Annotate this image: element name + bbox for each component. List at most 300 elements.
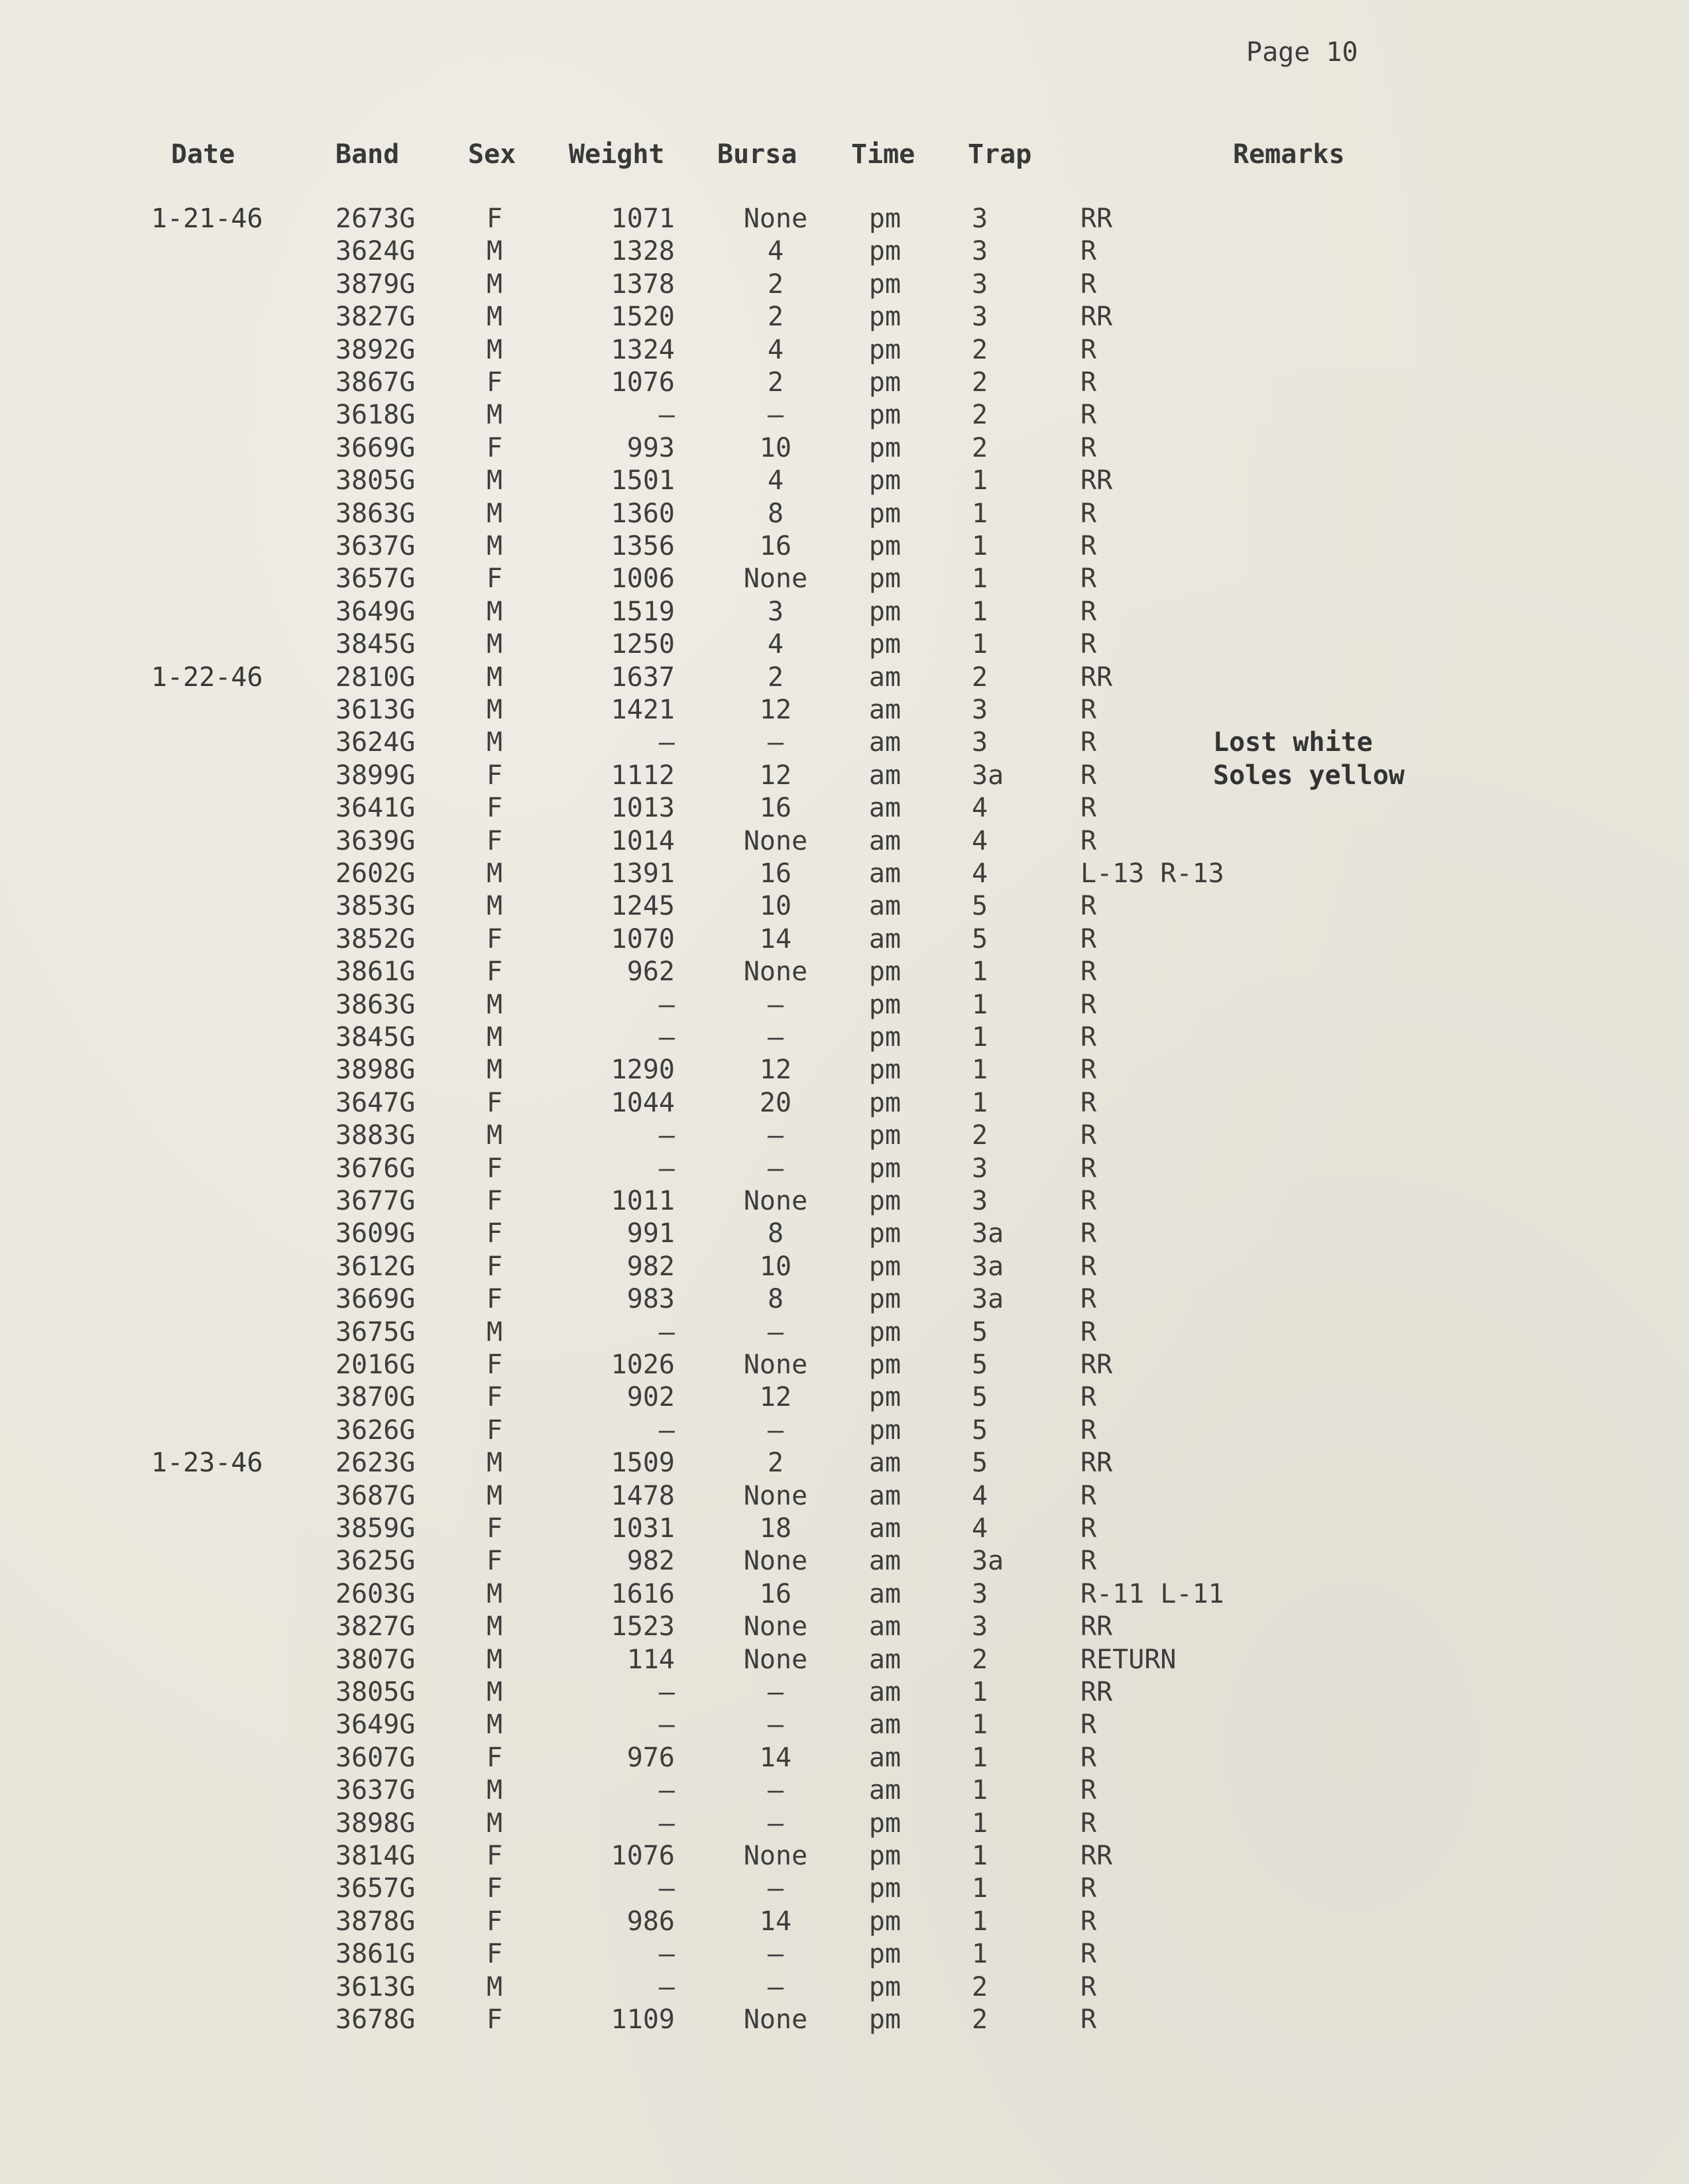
weight-cell: 1421: [611, 695, 675, 725]
bursa-cell: None: [743, 1841, 808, 1871]
trap-cell: 5: [972, 891, 988, 922]
date-cell: 1-21-46: [151, 203, 263, 234]
band-cell: 3807G: [335, 1644, 416, 1675]
weight-cell: 1616: [611, 1578, 675, 1609]
band-cell: 3863G: [335, 989, 416, 1020]
column-header-row: [0, 139, 1689, 172]
band-cell: 3861G: [335, 1939, 416, 1970]
weight-cell: 1070: [611, 923, 675, 954]
table-row: [0, 1545, 1689, 1578]
time-cell: pm: [868, 1316, 902, 1348]
trap-cell: 3: [972, 1578, 988, 1609]
trap-cell: 3: [972, 236, 988, 267]
sex-cell: M: [486, 302, 503, 333]
remarks-cell: R: [1080, 1087, 1097, 1118]
band-cell: 2602G: [335, 858, 416, 889]
table-row: [0, 726, 1689, 759]
time-cell: pm: [868, 596, 902, 627]
weight-cell: 991: [626, 1218, 675, 1249]
remarks-cell: R: [1080, 1120, 1097, 1151]
time-cell: am: [868, 793, 902, 824]
time-cell: am: [868, 1709, 902, 1741]
time-cell: pm: [868, 989, 902, 1020]
trap-cell: 5: [972, 1414, 988, 1446]
remarks-cell: R: [1080, 498, 1097, 529]
remarks-cell: R: [1080, 236, 1097, 267]
time-cell: pm: [868, 268, 902, 300]
sex-cell: M: [486, 1971, 503, 2002]
remarks-cell: R: [1080, 432, 1097, 463]
table-row: [0, 1349, 1689, 1381]
bursa-cell: None: [743, 1350, 808, 1380]
time-cell: pm: [868, 1841, 902, 1871]
bursa-cell: —: [767, 1709, 784, 1741]
table-row: [0, 399, 1689, 431]
bursa-cell: —: [767, 1873, 784, 1904]
sex-cell: F: [486, 1284, 503, 1315]
sex-cell: F: [486, 1906, 503, 1937]
band-cell: 3607G: [335, 1742, 416, 1773]
remarks-cell: R: [1080, 1742, 1097, 1773]
time-cell: pm: [868, 400, 902, 431]
sex-cell: M: [486, 1578, 503, 1609]
table-row: [0, 825, 1689, 858]
sex-cell: F: [486, 203, 503, 234]
trap-cell: 1: [972, 989, 988, 1020]
table-row: [0, 596, 1689, 628]
sex-cell: M: [486, 334, 503, 365]
bursa-cell: 8: [767, 498, 784, 529]
band-cell: 3898G: [335, 1055, 416, 1086]
sex-cell: M: [486, 1677, 503, 1707]
band-cell: 3805G: [335, 1677, 416, 1707]
weight-cell: 1501: [611, 465, 675, 496]
weight-cell: 114: [626, 1644, 675, 1675]
time-cell: pm: [868, 302, 902, 333]
trap-cell: 1: [972, 1906, 988, 1937]
remarks-cell: R: [1080, 1414, 1097, 1446]
weight-cell: 1006: [611, 563, 675, 595]
page-number: Page 10: [1246, 37, 1358, 68]
band-cell: 3669G: [335, 1284, 416, 1315]
band-cell: 3669G: [335, 432, 416, 463]
band-cell: 3867G: [335, 367, 416, 398]
trap-cell: 3: [972, 1186, 988, 1216]
remarks-cell: RR: [1080, 302, 1113, 333]
trap-cell: 3: [972, 727, 988, 758]
bursa-cell: 4: [767, 629, 784, 660]
table-row: [0, 1283, 1689, 1316]
remarks-cell: R-11 L-11: [1080, 1578, 1224, 1609]
table-row: [0, 628, 1689, 661]
bursa-cell: None: [743, 563, 808, 595]
remarks-cell: R: [1080, 825, 1097, 856]
remarks-cell: R: [1080, 334, 1097, 365]
weight-cell: 1637: [611, 661, 675, 693]
remarks-cell: R: [1080, 1775, 1097, 1806]
band-cell: 3613G: [335, 695, 416, 725]
bursa-cell: 4: [767, 465, 784, 496]
weight-cell: 1509: [611, 1448, 675, 1479]
bursa-cell: —: [767, 1808, 784, 1839]
remarks-cell: RR: [1080, 203, 1113, 234]
sex-cell: M: [486, 236, 503, 267]
weight-cell: —: [658, 1414, 675, 1446]
trap-cell: 1: [972, 629, 988, 660]
table-row: [0, 1611, 1689, 1643]
remarks-cell: R: [1080, 531, 1097, 561]
weight-cell: —: [658, 1120, 675, 1151]
table-row: [0, 890, 1689, 923]
sex-cell: F: [486, 1350, 503, 1380]
time-cell: pm: [868, 531, 902, 561]
remarks-cell: RR: [1080, 1611, 1113, 1642]
table-row: [0, 1414, 1689, 1447]
time-cell: pm: [868, 1087, 902, 1118]
remarks-cell: R: [1080, 400, 1097, 431]
band-cell: 3899G: [335, 760, 416, 791]
trap-cell: 3a: [972, 1546, 1004, 1577]
sex-cell: M: [486, 1644, 503, 1675]
trap-cell: 1: [972, 1808, 988, 1839]
table-row: [0, 530, 1689, 563]
bursa-cell: 18: [759, 1513, 792, 1544]
time-cell: pm: [868, 1120, 902, 1151]
sex-cell: F: [486, 1382, 503, 1413]
sex-cell: F: [486, 1742, 503, 1773]
remarks-cell: R: [1080, 1153, 1097, 1184]
bursa-cell: 8: [767, 1218, 784, 1249]
weight-cell: 962: [626, 956, 675, 988]
header-band: Band: [335, 139, 400, 170]
weight-cell: —: [658, 1316, 675, 1348]
remarks-cell: R: [1080, 1382, 1097, 1413]
sex-cell: M: [486, 1480, 503, 1511]
weight-cell: —: [658, 1808, 675, 1839]
table-row: [0, 1709, 1689, 1741]
trap-cell: 2: [972, 400, 988, 431]
bursa-cell: 20: [759, 1087, 792, 1118]
bursa-cell: 4: [767, 334, 784, 365]
table-row: [0, 1218, 1689, 1250]
remarks-cell: R: [1080, 989, 1097, 1020]
sex-cell: M: [486, 1022, 503, 1053]
header-remarks: Remarks: [1233, 139, 1345, 170]
sex-cell: M: [486, 1120, 503, 1151]
weight-cell: 1290: [611, 1055, 675, 1086]
time-cell: pm: [868, 367, 902, 398]
bursa-cell: 10: [759, 1251, 792, 1282]
sex-cell: F: [486, 1414, 503, 1446]
sex-cell: M: [486, 727, 503, 758]
trap-cell: 3: [972, 1153, 988, 1184]
band-cell: 3687G: [335, 1480, 416, 1511]
remarks-cell: R: [1080, 1513, 1097, 1544]
band-cell: 3861G: [335, 956, 416, 988]
table-row: [0, 1644, 1689, 1676]
bursa-cell: None: [743, 1546, 808, 1577]
remarks-cell: R: [1080, 727, 1097, 758]
band-cell: 3814G: [335, 1841, 416, 1871]
remarks-cell: R: [1080, 563, 1097, 595]
trap-cell: 5: [972, 923, 988, 954]
band-cell: 3626G: [335, 1414, 416, 1446]
bursa-cell: 12: [759, 1382, 792, 1413]
bursa-cell: 2: [767, 367, 784, 398]
band-cell: 3863G: [335, 498, 416, 529]
trap-cell: 1: [972, 498, 988, 529]
sex-cell: M: [486, 531, 503, 561]
time-cell: am: [868, 760, 902, 791]
remarks-cell: R: [1080, 1284, 1097, 1315]
remarks-cell: R: [1080, 760, 1097, 791]
bursa-cell: None: [743, 1186, 808, 1216]
header-trap: Trap: [968, 139, 1032, 170]
header-date: Date: [171, 139, 235, 170]
time-cell: pm: [868, 1218, 902, 1249]
time-cell: pm: [868, 629, 902, 660]
note-cell: Soles yellow: [1213, 760, 1405, 791]
time-cell: am: [868, 923, 902, 954]
weight-cell: 1014: [611, 825, 675, 856]
bursa-cell: —: [767, 989, 784, 1020]
table-row: [0, 203, 1689, 235]
table-row: [0, 1808, 1689, 1840]
time-cell: am: [868, 1448, 902, 1479]
table-row: [0, 498, 1689, 530]
table-row: [0, 1872, 1689, 1905]
weight-cell: 1378: [611, 268, 675, 300]
band-cell: 3870G: [335, 1382, 416, 1413]
header-time: Time: [851, 139, 915, 170]
trap-cell: 4: [972, 858, 988, 889]
remarks-cell: R: [1080, 1022, 1097, 1053]
weight-cell: 982: [626, 1251, 675, 1282]
time-cell: am: [868, 695, 902, 725]
sex-cell: F: [486, 432, 503, 463]
remarks-cell: R: [1080, 1873, 1097, 1904]
time-cell: am: [868, 858, 902, 889]
sex-cell: F: [486, 367, 503, 398]
bursa-cell: 10: [759, 891, 792, 922]
trap-cell: 2: [972, 661, 988, 693]
table-row: [0, 1316, 1689, 1349]
band-cell: 3624G: [335, 236, 416, 267]
weight-cell: —: [658, 1153, 675, 1184]
trap-cell: 5: [972, 1448, 988, 1479]
trap-cell: 3a: [972, 1218, 1004, 1249]
table-row: [0, 235, 1689, 268]
band-cell: 3883G: [335, 1120, 416, 1151]
header-weight: Weight: [569, 139, 665, 170]
time-cell: pm: [868, 1873, 902, 1904]
remarks-cell: R: [1080, 793, 1097, 824]
table-row: [0, 1742, 1689, 1774]
table-row: [0, 858, 1689, 890]
weight-cell: 1250: [611, 629, 675, 660]
time-cell: pm: [868, 1251, 902, 1282]
time-cell: am: [868, 825, 902, 856]
trap-cell: 1: [972, 1742, 988, 1773]
time-cell: pm: [868, 1284, 902, 1315]
date-cell: 1-23-46: [151, 1448, 263, 1479]
sex-cell: F: [486, 760, 503, 791]
time-cell: am: [868, 1775, 902, 1806]
table-row: [0, 1938, 1689, 1971]
time-cell: am: [868, 1480, 902, 1511]
bursa-cell: None: [743, 956, 808, 988]
band-cell: 3639G: [335, 825, 416, 856]
bursa-cell: 14: [759, 1906, 792, 1937]
bursa-cell: 2: [767, 661, 784, 693]
weight-cell: 1478: [611, 1480, 675, 1511]
weight-cell: 1013: [611, 793, 675, 824]
table-row: [0, 2004, 1689, 2036]
sex-cell: M: [486, 661, 503, 693]
weight-cell: —: [658, 1873, 675, 1904]
band-cell: 3678G: [335, 2004, 416, 2035]
bursa-cell: —: [767, 1414, 784, 1446]
weight-cell: 1520: [611, 302, 675, 333]
trap-cell: 1: [972, 1873, 988, 1904]
table-row: [0, 1251, 1689, 1283]
bursa-cell: 4: [767, 236, 784, 267]
sex-cell: F: [486, 956, 503, 988]
band-cell: 3637G: [335, 531, 416, 561]
remarks-cell: R: [1080, 629, 1097, 660]
sex-cell: M: [486, 1808, 503, 1839]
sex-cell: M: [486, 596, 503, 627]
bursa-cell: —: [767, 1971, 784, 2002]
band-cell: 3647G: [335, 1087, 416, 1118]
bursa-cell: 12: [759, 695, 792, 725]
trap-cell: 2: [972, 1971, 988, 2002]
time-cell: pm: [868, 1022, 902, 1053]
bursa-cell: 16: [759, 531, 792, 561]
time-cell: am: [868, 1513, 902, 1544]
sex-cell: F: [486, 1873, 503, 1904]
remarks-cell: R: [1080, 1939, 1097, 1970]
trap-cell: 3a: [972, 1251, 1004, 1282]
time-cell: pm: [868, 1808, 902, 1839]
sex-cell: M: [486, 400, 503, 431]
remarks-cell: RR: [1080, 1677, 1113, 1707]
sex-cell: M: [486, 629, 503, 660]
table-row: [0, 1676, 1689, 1709]
remarks-cell: RR: [1080, 661, 1113, 693]
bursa-cell: —: [767, 1153, 784, 1184]
bursa-cell: 16: [759, 858, 792, 889]
bursa-cell: 14: [759, 923, 792, 954]
table-row: [0, 760, 1689, 792]
band-cell: 3625G: [335, 1546, 416, 1577]
table-row: [0, 956, 1689, 988]
header-sex: Sex: [468, 139, 516, 170]
table-row: [0, 1774, 1689, 1807]
bursa-cell: 10: [759, 432, 792, 463]
trap-cell: 1: [972, 1022, 988, 1053]
band-cell: 3624G: [335, 727, 416, 758]
trap-cell: 2: [972, 1120, 988, 1151]
trap-cell: 1: [972, 1775, 988, 1806]
remarks-cell: R: [1080, 1055, 1097, 1086]
time-cell: am: [868, 1644, 902, 1675]
table-row: [0, 694, 1689, 726]
table-row: [0, 1021, 1689, 1054]
table-row: [0, 1578, 1689, 1611]
band-cell: 3853G: [335, 891, 416, 922]
time-cell: am: [868, 727, 902, 758]
time-cell: pm: [868, 1186, 902, 1216]
remarks-cell: R: [1080, 1808, 1097, 1839]
band-cell: 3845G: [335, 629, 416, 660]
weight-cell: 1328: [611, 236, 675, 267]
sex-cell: F: [486, 1513, 503, 1544]
bursa-cell: None: [743, 1480, 808, 1511]
trap-cell: 1: [972, 563, 988, 595]
sex-cell: F: [486, 1939, 503, 1970]
bursa-cell: 8: [767, 1284, 784, 1315]
remarks-cell: RR: [1080, 1350, 1113, 1380]
band-cell: 3892G: [335, 334, 416, 365]
time-cell: pm: [868, 1971, 902, 2002]
remarks-cell: R: [1080, 1480, 1097, 1511]
band-cell: 3657G: [335, 563, 416, 595]
band-cell: 3859G: [335, 1513, 416, 1544]
weight-cell: 1519: [611, 596, 675, 627]
bursa-cell: None: [743, 2004, 808, 2035]
sex-cell: M: [486, 1611, 503, 1642]
sex-cell: F: [486, 923, 503, 954]
time-cell: pm: [868, 465, 902, 496]
time-cell: am: [868, 1546, 902, 1577]
band-cell: 3649G: [335, 596, 416, 627]
trap-cell: 1: [972, 531, 988, 561]
trap-cell: 5: [972, 1350, 988, 1380]
date-cell: 1-22-46: [151, 661, 263, 693]
trap-cell: 2: [972, 367, 988, 398]
time-cell: pm: [868, 1153, 902, 1184]
band-cell: 3637G: [335, 1775, 416, 1806]
band-cell: 3612G: [335, 1251, 416, 1282]
table-row: [0, 989, 1689, 1021]
table-row: [0, 334, 1689, 367]
remarks-cell: L-13 R-13: [1080, 858, 1224, 889]
bursa-cell: 14: [759, 1742, 792, 1773]
remarks-cell: R: [1080, 1709, 1097, 1741]
remarks-cell: RR: [1080, 1841, 1113, 1871]
band-cell: 2603G: [335, 1578, 416, 1609]
bursa-cell: 12: [759, 760, 792, 791]
remarks-cell: R: [1080, 923, 1097, 954]
table-row: [0, 1087, 1689, 1120]
band-cell: 3618G: [335, 400, 416, 431]
weight-cell: 1109: [611, 2004, 675, 2035]
trap-cell: 1: [972, 1055, 988, 1086]
band-cell: 3649G: [335, 1709, 416, 1741]
table-row: [0, 661, 1689, 694]
weight-cell: —: [658, 1709, 675, 1741]
band-cell: 3898G: [335, 1808, 416, 1839]
table-row: [0, 792, 1689, 825]
trap-cell: 2: [972, 1644, 988, 1675]
remarks-cell: R: [1080, 1218, 1097, 1249]
sex-cell: F: [486, 1153, 503, 1184]
table-row: [0, 1153, 1689, 1185]
weight-cell: 1523: [611, 1611, 675, 1642]
remarks-cell: R: [1080, 891, 1097, 922]
sex-cell: M: [486, 1316, 503, 1348]
